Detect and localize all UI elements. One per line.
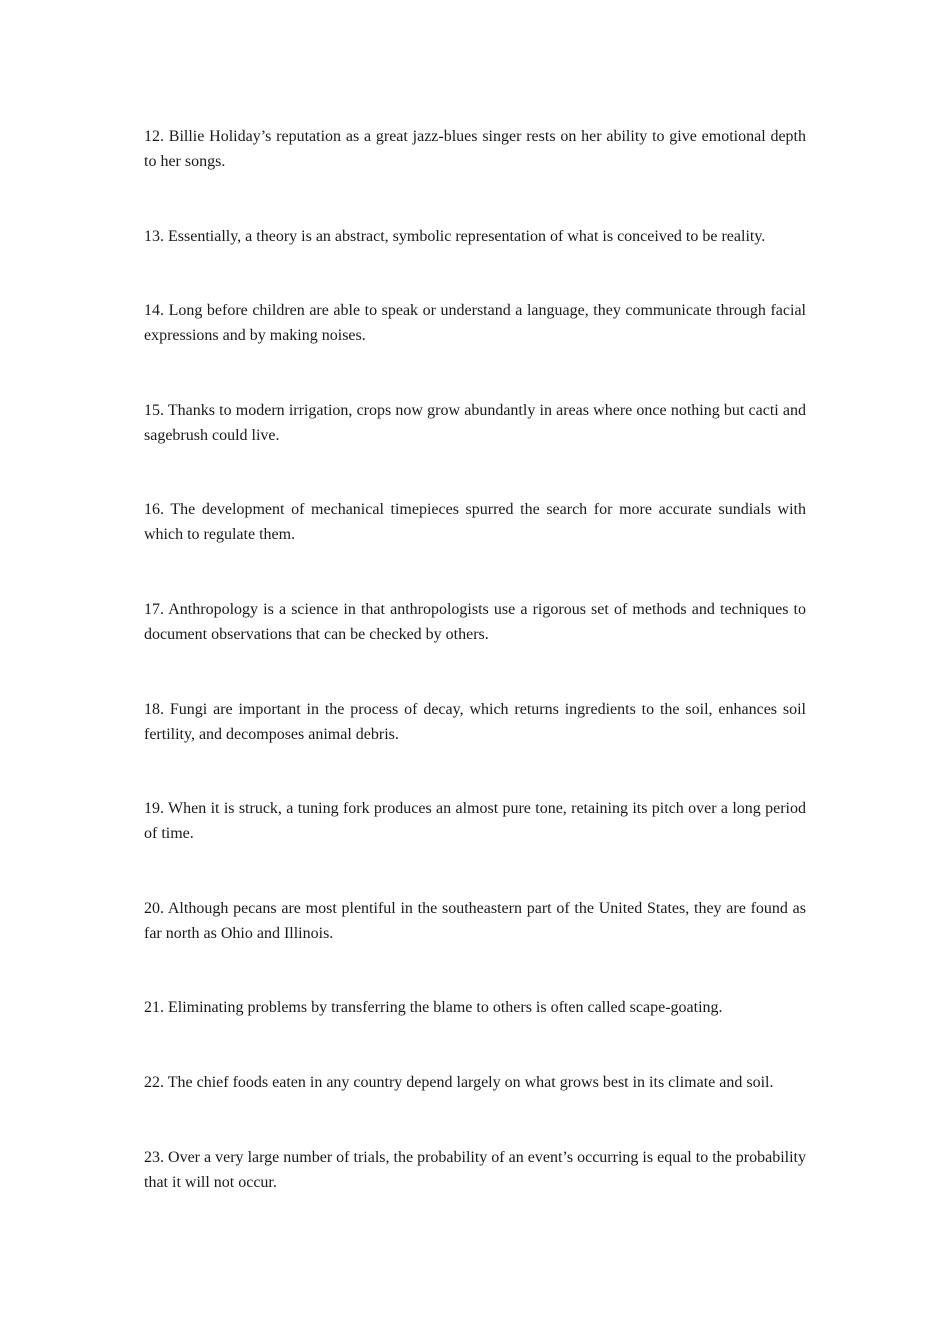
sentence-14: 14. Long before children are able to speak or understand a language, they communicate through facial expressions and by making noises.: [144, 302, 806, 344]
sentence-16: 16. The development of mechanical timepieces spurred the search for more accurate sundials with which to regulate them.: [144, 501, 806, 543]
sentence-17: 17. Anthropology is a science in that anthropologists use a rigorous set of methods and techniques to document observations that can be checked by others.: [144, 601, 806, 643]
sentence-21: 21. Eliminating problems by transferring the blame to others is often called scape-goating.: [144, 999, 723, 1016]
sentence-13: 13. Essentially, a theory is an abstract, symbolic representation of what is conceived to be reality.: [144, 228, 766, 245]
sentence-22: 22. The chief foods eaten in any country depend largely on what grows best in its climate and soil.: [144, 1074, 774, 1091]
sentence-15: 15. Thanks to modern irrigation, crops now grow abundantly in areas where once nothing but cacti and sagebrush could live.: [144, 402, 806, 444]
sentence-19: 19. When it is struck, a tuning fork produces an almost pure tone, retaining its pitch over a long period of time.: [144, 800, 806, 842]
sentence-12: 12. Billie Holiday’s reputation as a great jazz-blues singer rests on her ability to give emotional depth to her songs.: [144, 128, 806, 170]
sentence-18: 18. Fungi are important in the process of decay, which returns ingredients to the soil, enhances soil fertility, and decomposes animal debris.: [144, 701, 806, 743]
sentence-23: 23. Over a very large number of trials, the probability of an event’s occurring is equal to the probability that it will not occur.: [144, 1149, 806, 1191]
sentence-20: 20. Although pecans are most plentiful in the southeastern part of the United States, they are found as far north as Ohio and Illinois.: [144, 900, 806, 942]
